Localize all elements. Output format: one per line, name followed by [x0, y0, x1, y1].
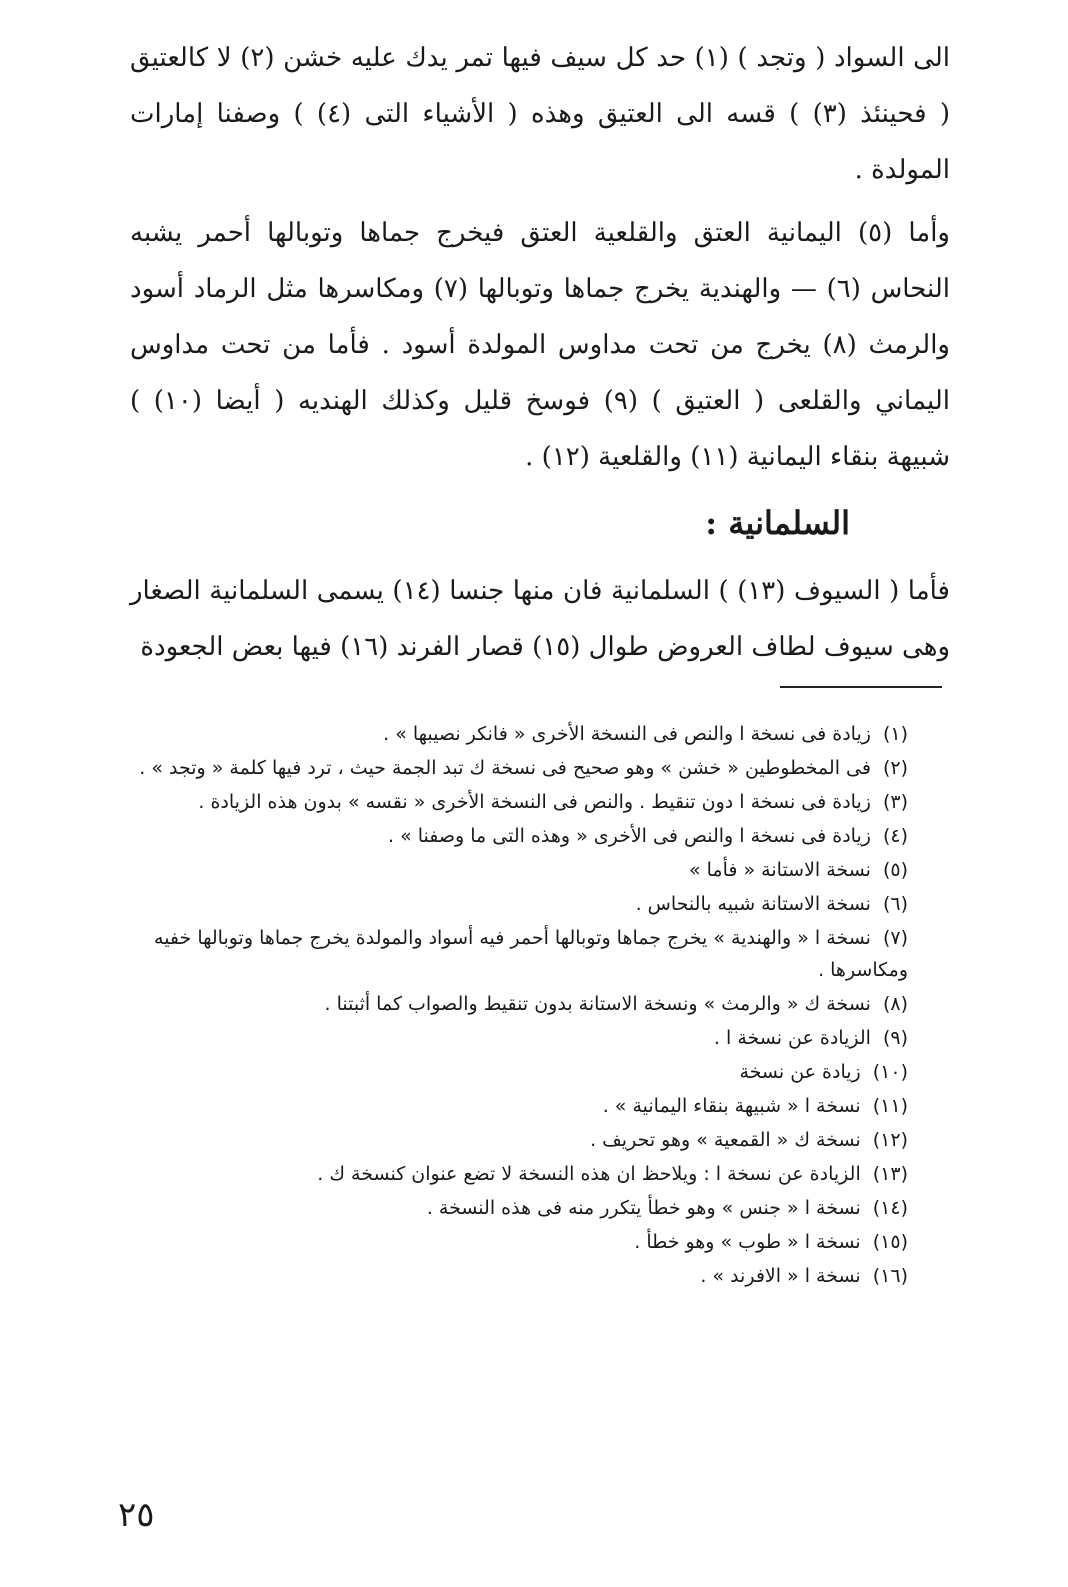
footnote-item [128, 1056, 908, 1088]
footnote-text: نسخة ك « والرمث » ونسخة الاستانة بدون تنقيط والصواب كما أثبتنا . [324, 993, 871, 1015]
footnote-text: نسخة ا « الافرند » . [700, 1265, 861, 1287]
footnote-item [128, 1260, 908, 1292]
footnote-text: زيادة عن نسخة [739, 1061, 861, 1083]
footnote-number: (٥) [882, 859, 908, 881]
footnote-number: (١٦) [872, 1265, 908, 1287]
footnote-text: نسخة ا « شبيهة بنقاء اليمانية » . [602, 1095, 861, 1117]
footnote-text: زيادة فى نسخة ا دون تنقيط . والنص فى النسخة الأخرى « نقسه » بدون هذه الزيادة . [198, 791, 871, 813]
footnote-separator [780, 686, 942, 688]
paragraph-1: الى السواد ( وتجد ) (١) حد كل سيف فيها تمر يدك عليه خشن (٢) لا كالعتيق ( فحينئذ (٣) ) قسه الى العتيق وهذه ( الأشياء التى (٤) ) وصفنا إمارات المولدة . [130, 43, 950, 185]
paragraph-2: وأما (٥) اليمانية العتق والقلعية العتق فيخرج جماها وتوبالها أحمر يشبه النحاس (٦) — والهندية يخرج جماها وتوبالها (٧) ومكاسرها مثل الرماد أسود والرمث (٨) يخرج من تحت مداوس المولدة أسود . فأما من تحت مداوس اليماني والقلعى ( العتيق ) (٩) فوسخ قليل وكذلك الهنديه ( أيضا (١٠) ) شبيهة بنقاء اليمانية (١١) والقلعية (١٢) . [130, 218, 951, 472]
footnote-number: (٣) [882, 791, 908, 813]
footnote-text: الزيادة عن نسخة ا . [713, 1027, 871, 1049]
footnote-item [128, 1226, 908, 1258]
footnote-number: (٩) [882, 1027, 908, 1049]
footnote-text: نسخة ا « طوب » وهو خطأ . [634, 1231, 861, 1253]
footnote-number: (١٠) [872, 1061, 908, 1083]
footnote-text: نسخة الاستانة شبيه بالنحاس . [635, 893, 871, 915]
footnote-item [128, 718, 908, 750]
footnote-number: (١) [882, 723, 908, 745]
footnote-number: (١٤) [872, 1197, 908, 1219]
footnote-number: (٢) [882, 757, 908, 779]
footnote-text: نسخة ا « والهندية » يخرج جماها وتوبالها أحمر فيه أسواد والمولدة يخرج جماها وتوبالها خفيه ومكاسرها . [154, 927, 908, 981]
footnote-number: (٨) [882, 993, 908, 1015]
footnote-number: (١١) [872, 1095, 908, 1117]
footnote-text: زيادة فى نسخة ا والنص فى الأخرى « وهذه التى ما وصفنا » . [388, 825, 871, 847]
footnote-item [128, 820, 908, 852]
footnote-item [128, 1090, 908, 1122]
footnote-item [128, 1022, 908, 1054]
page-number: ٢٥ [118, 1495, 155, 1535]
footnote-item [128, 752, 908, 784]
footnote-text: فى المخطوطين « خشن » وهو صحيح فى نسخة ك تبد الجمة حيث ، ترد فيها كلمة « وتجد » . [139, 757, 871, 779]
section-heading: السلمانية : [705, 504, 850, 542]
footnote-text: زيادة فى نسخة ا والنص فى النسخة الأخرى « فانكر نصيبها » . [383, 723, 871, 745]
footnote-item [128, 988, 908, 1020]
footnote-text: نسخة ا « جنس » وهو خطأ يتكرر منه فى هذه النسخة . [426, 1197, 861, 1219]
footnote-number: (١٥) [872, 1231, 908, 1253]
footnote-text: الزيادة عن نسخة ا : ويلاحظ ان هذه النسخة لا تضع عنوان كنسخة ك . [317, 1163, 861, 1185]
footnote-number: (٦) [882, 893, 908, 915]
footnote-item [128, 786, 908, 818]
footnote-text: نسخة ك « القمعية » وهو تحريف . [590, 1129, 861, 1151]
footnote-item [128, 1124, 908, 1156]
footnote-item [128, 888, 908, 920]
footnote-number: (٤) [882, 825, 908, 847]
footnote-item [128, 1192, 908, 1224]
paragraph-3: فأما ( السيوف (١٣) ) السلمانية فان منها جنسا (١٤) يسمى السلمانية الصغار وهى سيوف لطاف العروض طوال (١٥) قصار الفرند (١٦) فيها بعض الجعودة [130, 576, 950, 662]
footnote-item [128, 1158, 908, 1190]
footnote-number: (١٣) [872, 1163, 908, 1185]
footnote-text: نسخة الاستانة « فأما » [688, 859, 871, 881]
footnote-item [128, 922, 908, 986]
footnote-number: (٧) [882, 927, 908, 949]
footnote-number: (١٢) [872, 1129, 908, 1151]
footnotes-list [128, 718, 908, 1294]
footnote-item [128, 854, 908, 886]
